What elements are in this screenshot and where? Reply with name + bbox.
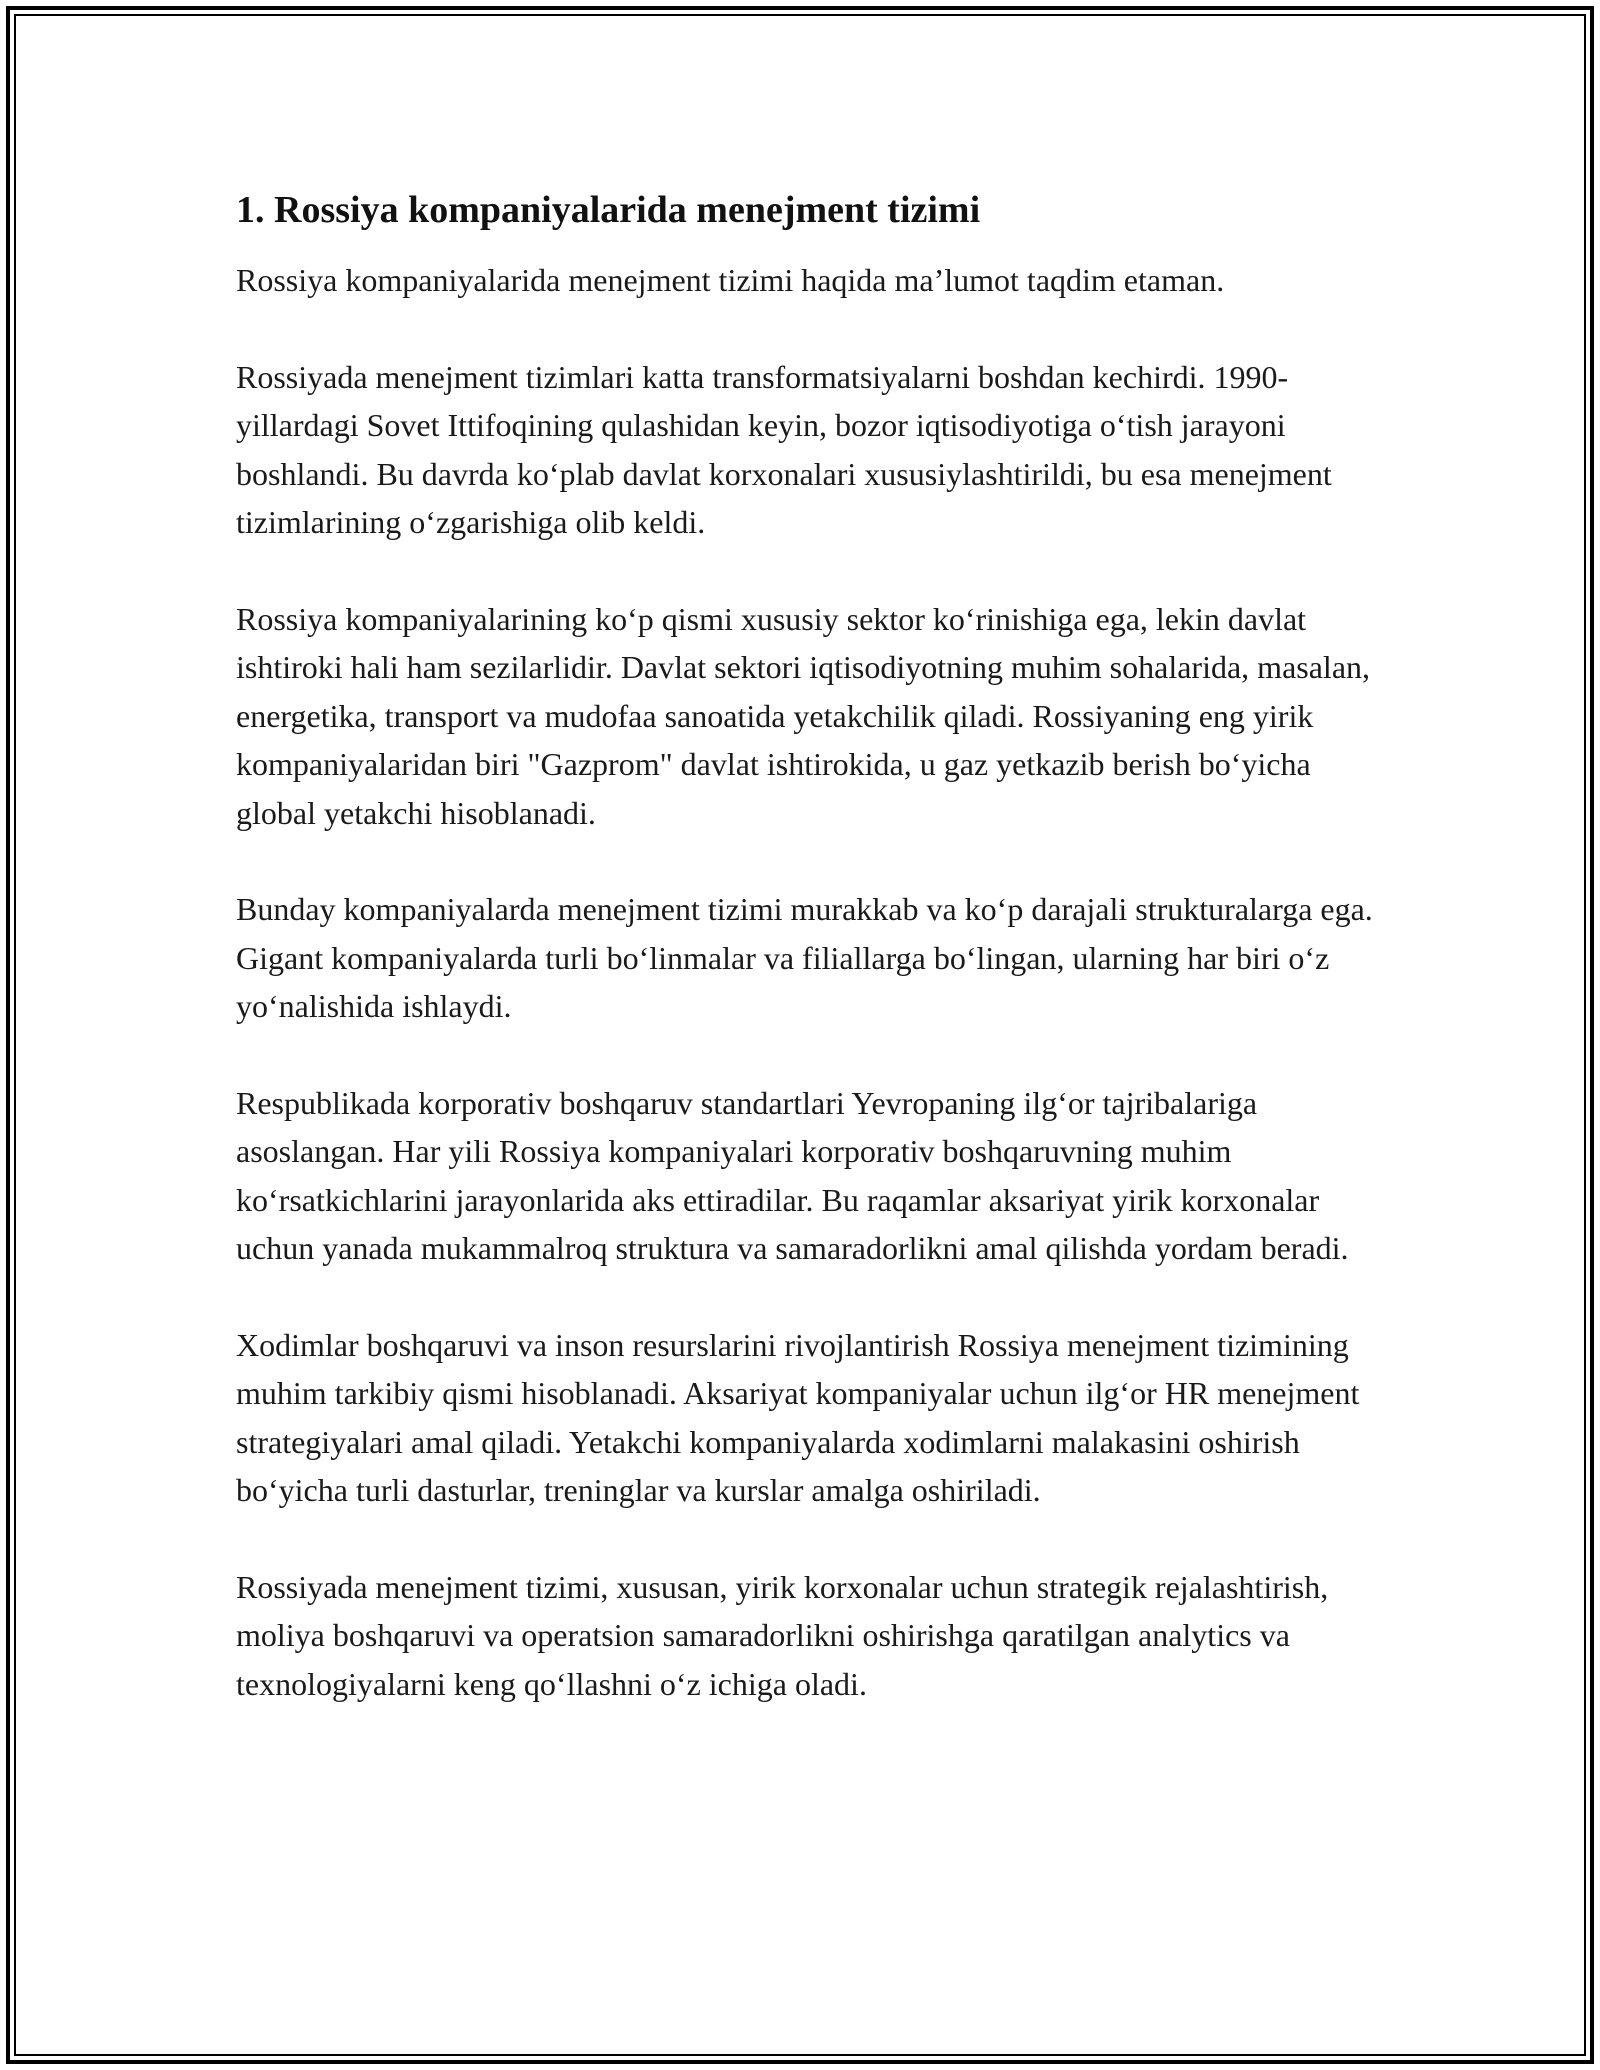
paragraph-structure: Bunday kompaniyalarda menejment tizimi murakkab va ko‘p darajali strukturalarga ega. Gigant kompaniyalarda turli bo‘linmalar va filiallarga bo‘lingan, ularning har biri o‘z yo‘nalishida ishlaydi. [236, 891, 1373, 1024]
paragraph-corporate-governance: Respublikada korporativ boshqaruv standartlari Yevropaning ilg‘or tajribalariga asoslangan. Har yili Rossiya kompaniyalari korporativ boshqaruvning muhim ko‘rsatkichlarini jarayonlarida aks ettiradilar. Bu raqamlar aksariyat yirik korxonalar uchun yanada mukammalroq struktura va samaradorlikni amal qilishda yordam beradi. [236, 1084, 1349, 1266]
paragraph-state-sector: Rossiya kompaniyalarining ko‘p qismi xususiy sektor ko‘rinishiga ega, lekin davlat ishtiroki hali ham sezilarlidir. Davlat sektori iqtisodiyotning muhim sohalarida, masalan, energetika, transport va mudofaa sanoatida yetakchilik qiladi. Rossiyaning eng yirik kompaniyalaridan biri "Gazprom" davlat ishtirokida, u gaz yetkazib berish bo‘yicha global yetakchi hisoblanadi. [236, 600, 1371, 831]
paragraph-intro: Rossiya kompaniyalarida menejment tizimi haqida ma’lumot taqdim etaman. [236, 262, 1225, 298]
paragraph-strategic-planning: Rossiyada menejment tizimi, xususan, yirik korxonalar uchun strategik rejalashtirish, moliya boshqaruvi va operatsion samaradorlikni oshirishga qaratilgan analytics va texnologiyalarni keng qo‘llashni o‘z ichiga oladi. [236, 1568, 1329, 1702]
paragraph-human-resources: Xodimlar boshqaruvi va inson resurslarini rivojlantirish Rossiya menejment tizimining muhim tarkibiy qismi hisoblanadi. Aksariyat kompaniyalar uchun ilg‘or HR menejment strategiyalari amal qiladi. Yetakchi kompaniyalarda xodimlarni malakasini oshirish bo‘yicha turli dasturlar, treninglar va kurslar amalga oshiriladi. [236, 1326, 1360, 1508]
paragraph-transformation: Rossiyada menejment tizimlari katta transformatsiyalarni boshdan kechirdi. 1990-yillardagi Sovet Ittifoqining qulashidan keyin, bozor iqtisodiyotiga o‘tish jarayoni boshlandi. Bu davrda ko‘plab davlat korxonalari xususiylashtirildi, bu esa menejment tizimlarining o‘zgarishiga olib keldi. [236, 358, 1332, 540]
document-title: 1. Rossiya kompaniyalarida menejment tizimi [236, 189, 981, 231]
document-body [236, 186, 1376, 1756]
